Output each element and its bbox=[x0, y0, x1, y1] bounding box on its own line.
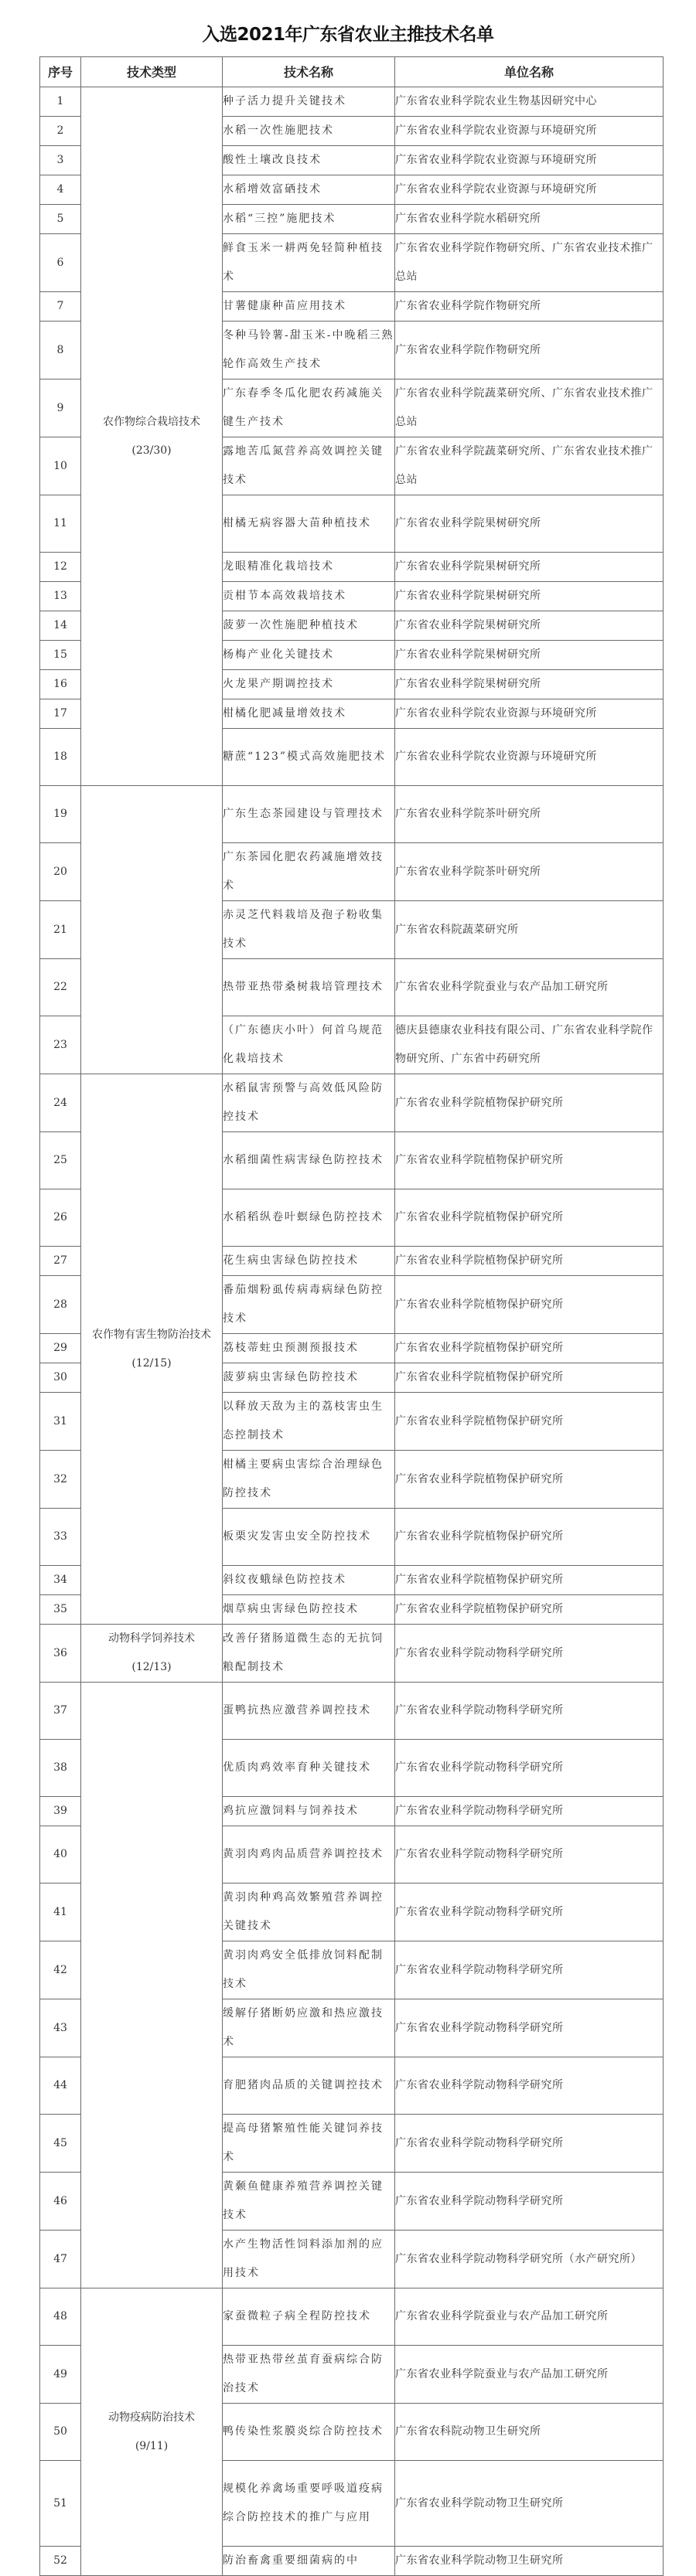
tech-name: 水稻一次性施肥技术 bbox=[223, 117, 395, 146]
tech-type-cell bbox=[81, 1074, 223, 1625]
row-index: 50 bbox=[40, 2404, 81, 2461]
row-index: 19 bbox=[40, 786, 81, 843]
table-row bbox=[40, 1074, 664, 1132]
unit-name: 广东省农业科学院动物科学研究所 bbox=[395, 1797, 664, 1826]
row-index: 12 bbox=[40, 553, 81, 582]
unit-name: 广东省农业科学院农业资源与环境研究所 bbox=[395, 175, 664, 205]
row-index: 41 bbox=[40, 1884, 81, 1941]
tech-name: 规模化养禽场重要呼吸道疫病综合防控技术的推广与应用 bbox=[223, 2461, 395, 2547]
tech-name: 冬种马铃薯-甜玉米-中晚稻三熟轮作高效生产技术 bbox=[223, 322, 395, 379]
row-index: 3 bbox=[40, 146, 81, 175]
unit-name: 广东省农业科学院农业生物基因研究中心 bbox=[395, 87, 664, 117]
row-index: 6 bbox=[40, 234, 81, 292]
unit-name: 广东省农业科学院动物科学研究所 bbox=[395, 1683, 664, 1740]
tech-name: 贡柑节本高效栽培技术 bbox=[223, 582, 395, 611]
tech-name: 优质肉鸡效率育种关键技术 bbox=[223, 1740, 395, 1797]
unit-name: 广东省农业科学院蚕业与农产品加工研究所 bbox=[395, 959, 664, 1016]
tech-name: 水稻增效富硒技术 bbox=[223, 175, 395, 205]
row-index: 48 bbox=[40, 2288, 81, 2346]
tech-name: （广东德庆小叶）何首乌规范化栽培技术 bbox=[223, 1016, 395, 1074]
row-index: 5 bbox=[40, 205, 81, 234]
unit-name: 广东省农业科学院动物科学研究所 bbox=[395, 1999, 664, 2057]
unit-name: 广东省农业科学院动物科学研究所 bbox=[395, 2173, 664, 2231]
tech-name: 提高母猪繁殖性能关键饲养技术 bbox=[223, 2115, 395, 2173]
row-index: 20 bbox=[40, 843, 81, 901]
unit-name: 广东省农业科学院农业资源与环境研究所 bbox=[395, 146, 664, 175]
unit-name: 广东省农业科学院动物卫生研究所 bbox=[395, 2461, 664, 2547]
tech-name: 广东生态茶园建设与管理技术 bbox=[223, 786, 395, 843]
tech-name: 露地苦瓜氮营养高效调控关键技术 bbox=[223, 437, 395, 495]
row-index: 27 bbox=[40, 1247, 81, 1276]
table-row bbox=[40, 2288, 664, 2346]
row-index: 51 bbox=[40, 2461, 81, 2547]
unit-name: 广东省农业科学院蚕业与农产品加工研究所 bbox=[395, 2346, 664, 2404]
unit-name: 广东省农业科学院植物保护研究所 bbox=[395, 1393, 664, 1451]
row-index: 21 bbox=[40, 901, 81, 959]
unit-name: 广东省农业科学院果树研究所 bbox=[395, 611, 664, 641]
tech-type-cell bbox=[81, 1683, 223, 2288]
unit-name: 广东省农业科学院作物研究所 bbox=[395, 292, 664, 322]
row-index: 47 bbox=[40, 2231, 81, 2288]
row-index: 31 bbox=[40, 1393, 81, 1451]
unit-name: 广东省农科院蔬菜研究所 bbox=[395, 901, 664, 959]
unit-name: 广东省农业科学院农业资源与环境研究所 bbox=[395, 729, 664, 786]
tech-type-count: (9/11) bbox=[135, 2439, 169, 2452]
tech-name: 柑橘化肥减量增效技术 bbox=[223, 699, 395, 729]
row-index: 45 bbox=[40, 2115, 81, 2173]
table-row bbox=[40, 87, 664, 117]
unit-name: 广东省农业科学院果树研究所 bbox=[395, 641, 664, 670]
unit-name: 广东省农业科学院动物科学研究所 bbox=[395, 1826, 664, 1884]
unit-name: 广东省农业科学院植物保护研究所 bbox=[395, 1189, 664, 1247]
unit-name: 广东省农业科学院果树研究所 bbox=[395, 670, 664, 699]
row-index: 4 bbox=[40, 175, 81, 205]
table-row bbox=[40, 1625, 664, 1683]
tech-name: 荔枝蒂蛀虫预测预报技术 bbox=[223, 1334, 395, 1363]
tech-name: 黄羽肉鸡肉品质营养调控技术 bbox=[223, 1826, 395, 1884]
tech-name: 防治畜禽重要细菌病的中 bbox=[223, 2547, 395, 2576]
unit-name: 广东省农业科学院作物研究所 bbox=[395, 322, 664, 379]
row-index: 29 bbox=[40, 1334, 81, 1363]
row-index: 16 bbox=[40, 670, 81, 699]
unit-name: 广东省农业科学院茶叶研究所 bbox=[395, 786, 664, 843]
tech-name: 热带亚热带丝茧育蚕病综合防治技术 bbox=[223, 2346, 395, 2404]
tech-name: 家蚕微粒子病全程防控技术 bbox=[223, 2288, 395, 2346]
row-index: 1 bbox=[40, 87, 81, 117]
tech-name: 柑橘主要病虫害综合治理绿色防控技术 bbox=[223, 1451, 395, 1509]
unit-name: 广东省农业科学院植物保护研究所 bbox=[395, 1276, 664, 1334]
unit-name: 广东省农业科学院植物保护研究所 bbox=[395, 1363, 664, 1393]
header-unit: 单位名称 bbox=[395, 57, 664, 87]
unit-name: 广东省农业科学院动物科学研究所 bbox=[395, 1941, 664, 1999]
unit-name: 广东省农业科学院农业资源与环境研究所 bbox=[395, 699, 664, 729]
unit-name: 广东省农业科学院植物保护研究所 bbox=[395, 1247, 664, 1276]
unit-name: 广东省农业科学院水稻研究所 bbox=[395, 205, 664, 234]
tech-name: 鲜食玉米一耕两免轻简种植技术 bbox=[223, 234, 395, 292]
tech-name: 改善仔猪肠道微生态的无抗饲粮配制技术 bbox=[223, 1625, 395, 1683]
tech-name: 赤灵芝代料栽培及孢子粉收集技术 bbox=[223, 901, 395, 959]
row-index: 11 bbox=[40, 495, 81, 553]
tech-name: 黄羽肉鸡安全低排放饲料配制技术 bbox=[223, 1941, 395, 1999]
row-index: 38 bbox=[40, 1740, 81, 1797]
tech-name: 鸭传染性浆膜炎综合防控技术 bbox=[223, 2404, 395, 2461]
tech-name: 斜纹夜蛾绿色防控技术 bbox=[223, 1566, 395, 1595]
tech-name: 柑橘无病容器大苗种植技术 bbox=[223, 495, 395, 553]
unit-name: 广东省农业科学院植物保护研究所 bbox=[395, 1566, 664, 1595]
tech-type-count: (23/30) bbox=[131, 444, 172, 457]
tech-name: 甘薯健康种苗应用技术 bbox=[223, 292, 395, 322]
row-index: 46 bbox=[40, 2173, 81, 2231]
unit-name: 广东省农业科学院动物科学研究所 bbox=[395, 1625, 664, 1683]
row-index: 34 bbox=[40, 1566, 81, 1595]
unit-name: 德庆县德康农业科技有限公司、广东省农业科学院作物研究所、广东省中药研究所 bbox=[395, 1016, 664, 1074]
row-index: 10 bbox=[40, 437, 81, 495]
row-index: 36 bbox=[40, 1625, 81, 1683]
header-index: 序号 bbox=[40, 57, 81, 87]
tech-type-cell bbox=[81, 2288, 223, 2576]
row-index: 52 bbox=[40, 2547, 81, 2576]
tech-name: 热带亚热带桑树栽培管理技术 bbox=[223, 959, 395, 1016]
tech-name: 水稻鼠害预警与高效低风险防控技术 bbox=[223, 1074, 395, 1132]
row-index: 2 bbox=[40, 117, 81, 146]
tech-name: 糖蔗“123”模式高效施肥技术 bbox=[223, 729, 395, 786]
unit-name: 广东省农业科学院农业资源与环境研究所 bbox=[395, 117, 664, 146]
tech-type-label: 动物疫病防治技术 bbox=[108, 2411, 195, 2424]
tech-name: 番茄烟粉虱传病毒病绿色防控技术 bbox=[223, 1276, 395, 1334]
tech-name: 黄羽肉种鸡高效繁殖营养调控关键技术 bbox=[223, 1884, 395, 1941]
unit-name: 广东省农业科学院植物保护研究所 bbox=[395, 1132, 664, 1189]
tech-name: 龙眼精准化栽培技术 bbox=[223, 553, 395, 582]
tech-name: 菠萝一次性施肥种植技术 bbox=[223, 611, 395, 641]
tech-name: 以释放天敌为主的荔枝害虫生态控制技术 bbox=[223, 1393, 395, 1451]
tech-name: 板栗灾发害虫安全防控技术 bbox=[223, 1509, 395, 1566]
row-index: 7 bbox=[40, 292, 81, 322]
row-index: 30 bbox=[40, 1363, 81, 1393]
unit-name: 广东省农业科学院动物卫生研究所 bbox=[395, 2547, 664, 2576]
row-index: 44 bbox=[40, 2057, 81, 2115]
row-index: 13 bbox=[40, 582, 81, 611]
tech-name: 火龙果产期调控技术 bbox=[223, 670, 395, 699]
table-header-row bbox=[40, 57, 664, 87]
row-index: 33 bbox=[40, 1509, 81, 1566]
tech-name: 花生病虫害绿色防控技术 bbox=[223, 1247, 395, 1276]
unit-name: 广东省农业科学院蚕业与农产品加工研究所 bbox=[395, 2288, 664, 2346]
tech-type-label: 农作物综合栽培技术 bbox=[103, 415, 200, 428]
tech-type-count: (12/13) bbox=[131, 1661, 172, 1673]
unit-name: 广东省农业科学院果树研究所 bbox=[395, 495, 664, 553]
unit-name: 广东省农业科学院植物保护研究所 bbox=[395, 1595, 664, 1625]
unit-name: 广东省农业科学院植物保护研究所 bbox=[395, 1074, 664, 1132]
tech-type-cell bbox=[81, 786, 223, 1074]
tech-name: 黄颡鱼健康养殖营养调控关键技术 bbox=[223, 2173, 395, 2231]
tech-name: 酸性土壤改良技术 bbox=[223, 146, 395, 175]
row-index: 32 bbox=[40, 1451, 81, 1509]
tech-name: 育肥猪肉品质的关键调控技术 bbox=[223, 2057, 395, 2115]
tech-name: 菠萝病虫害绿色防控技术 bbox=[223, 1363, 395, 1393]
row-index: 37 bbox=[40, 1683, 81, 1740]
unit-name: 广东省农业科学院植物保护研究所 bbox=[395, 1451, 664, 1509]
row-index: 28 bbox=[40, 1276, 81, 1334]
header-tech: 技术名称 bbox=[223, 57, 395, 87]
row-index: 35 bbox=[40, 1595, 81, 1625]
unit-name: 广东省农业科学院蔬菜研究所、广东省农业技术推广总站 bbox=[395, 379, 664, 437]
row-index: 8 bbox=[40, 322, 81, 379]
tech-name: 水稻“三控”施肥技术 bbox=[223, 205, 395, 234]
tech-name: 广东春季冬瓜化肥农药减施关键生产技术 bbox=[223, 379, 395, 437]
row-index: 26 bbox=[40, 1189, 81, 1247]
tech-type-cell bbox=[81, 1625, 223, 1683]
tech-type-label: 动物科学饲养技术 bbox=[108, 1632, 195, 1645]
row-index: 25 bbox=[40, 1132, 81, 1189]
unit-name: 广东省农业科学院动物科学研究所 bbox=[395, 2115, 664, 2173]
row-index: 42 bbox=[40, 1941, 81, 1999]
row-index: 39 bbox=[40, 1797, 81, 1826]
page-title: 入选2021年广东省农业主推技术名单 bbox=[202, 25, 494, 45]
row-index: 40 bbox=[40, 1826, 81, 1884]
unit-name: 广东省农业科学院蔬菜研究所、广东省农业技术推广总站 bbox=[395, 437, 664, 495]
tech-name: 水产生物活性饲料添加剂的应用技术 bbox=[223, 2231, 395, 2288]
tech-list-table bbox=[39, 56, 664, 2576]
tech-name: 鸡抗应激饲料与饲养技术 bbox=[223, 1797, 395, 1826]
header-type: 技术类型 bbox=[81, 57, 223, 87]
tech-type-label: 农作物有害生物防治技术(12/15) bbox=[92, 1328, 211, 1370]
row-index: 14 bbox=[40, 611, 81, 641]
unit-name: 广东省农业科学院动物科学研究所（水产研究所） bbox=[395, 2231, 664, 2288]
tech-name: 种子活力提升关键技术 bbox=[223, 87, 395, 117]
unit-name: 广东省农业科学院动物科学研究所 bbox=[395, 1740, 664, 1797]
tech-name: 杨梅产业化关键技术 bbox=[223, 641, 395, 670]
row-index: 49 bbox=[40, 2346, 81, 2404]
unit-name: 广东省农业科学院果树研究所 bbox=[395, 582, 664, 611]
row-index: 17 bbox=[40, 699, 81, 729]
tech-name: 烟草病虫害绿色防控技术 bbox=[223, 1595, 395, 1625]
unit-name: 广东省农业科学院茶叶研究所 bbox=[395, 843, 664, 901]
row-index: 43 bbox=[40, 1999, 81, 2057]
unit-name: 广东省农业科学院植物保护研究所 bbox=[395, 1509, 664, 1566]
tech-name: 蛋鸭抗热应激营养调控技术 bbox=[223, 1683, 395, 1740]
row-index: 9 bbox=[40, 379, 81, 437]
unit-name: 广东省农业科学院作物研究所、广东省农业技术推广总站 bbox=[395, 234, 664, 292]
unit-name: 广东省农科院动物卫生研究所 bbox=[395, 2404, 664, 2461]
row-index: 22 bbox=[40, 959, 81, 1016]
tech-name: 缓解仔猪断奶应激和热应激技术 bbox=[223, 1999, 395, 2057]
table-body bbox=[40, 87, 664, 2576]
unit-name: 广东省农业科学院果树研究所 bbox=[395, 553, 664, 582]
row-index: 24 bbox=[40, 1074, 81, 1132]
table-row bbox=[40, 1683, 664, 1740]
tech-name: 水稻细菌性病害绿色防控技术 bbox=[223, 1132, 395, 1189]
row-index: 23 bbox=[40, 1016, 81, 1074]
tech-name: 水稻稻纵卷叶螟绿色防控技术 bbox=[223, 1189, 395, 1247]
row-index: 15 bbox=[40, 641, 81, 670]
unit-name: 广东省农业科学院植物保护研究所 bbox=[395, 1334, 664, 1363]
table-row bbox=[40, 786, 664, 843]
unit-name: 广东省农业科学院动物科学研究所 bbox=[395, 1884, 664, 1941]
tech-type-cell bbox=[81, 87, 223, 786]
tech-name: 广东茶园化肥农药减施增效技术 bbox=[223, 843, 395, 901]
row-index: 18 bbox=[40, 729, 81, 786]
unit-name: 广东省农业科学院动物科学研究所 bbox=[395, 2057, 664, 2115]
